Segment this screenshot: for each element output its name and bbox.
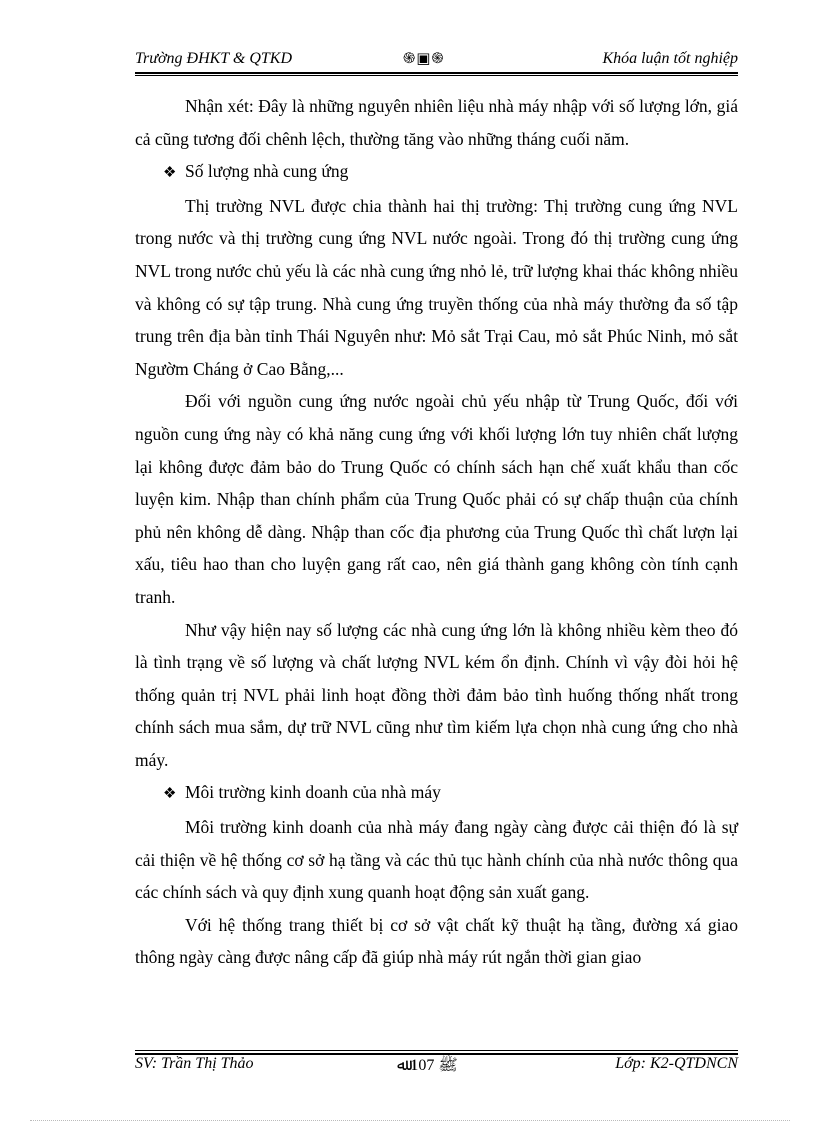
bullet-heading-environment [135,776,738,811]
header-school: Trường ĐHKT & QTKD [135,50,293,67]
paragraph-market: Thị trường NVL được chia thành hai thị trường: Thị trường cung ứng NVL trong nước và thị trường cung ứng NVL nước ngoài. Trong đó thị trường cung ứng NVL trong nước chủ yếu là các nhà cung ứng nhỏ lẻ, trữ lượng khai thác không nhiều và không có sự tập trung. Nhà cung ứng truyền thống của nhà máy thường đa số tập trung trên địa bàn tỉnh Thái Nguyên như: Mỏ sắt Trại Cau, mỏ sắt Phúc Ninh, mỏ sắt Ngườm Cháng ở Cao Bằng,... [135,195,738,379]
bullet-heading-text: Môi trường kinh doanh của nhà máy [185,782,441,803]
diamond-bullet-icon: ❖ [163,786,177,803]
page-header [135,48,738,70]
header-thesis-title: Khóa luận tốt nghiệp [602,50,738,67]
page-number: 107 [410,1057,435,1074]
bullet-heading-suppliers [135,155,738,190]
paragraph-conclusion: Như vậy hiện nay số lượng các nhà cung ứng lớn là không nhiều kèm theo đó là tình trạng về số lượng và chất lượng NVL kém ổn định. Chính vì vậy đòi hỏi hệ thống quản trị NVL phải linh hoạt đồng thời đảm bảo tình huống thống nhất trong chính sách mua sắm, dự trữ NVL cũng như tìm kiếm lựa chọn nhà cung ứng cho nhà máy. [135,619,738,770]
header-rule-thin [135,75,738,76]
ornament-right-icon: ﷲ [397,1057,407,1074]
document-body [135,90,738,974]
paragraph-foreign-supply: Đối với nguồn cung ứng nước ngoài chủ yếu nhập từ Trung Quốc, đối với nguồn cung ứng này có khả năng cung ứng với khối lượng lớn tuy nhiên chất lượng lại không được đảm bảo do Trung Quốc có chính sách hạn chế xuất khẩu than cốc luyện kim. Nhập than chính phẩm của Trung Quốc phải có sự chấp thuận của chính phủ nên không dễ dàng. Nhập than cốc địa phương của Trung Quốc thì chất lượn lại xấu, tiêu hao than cho luyện gang rất cao, nên giá thành gang không còn tính cạnh tranh. [135,391,738,607]
paragraph-infrastructure: Với hệ thống trang thiết bị cơ sở vật chất kỹ thuật hạ tầng, đường xá giao thông ngày càng được nâng cấp đã giúp nhà máy rút ngắn thời gian giao [135,914,738,968]
page-footer [135,1055,738,1077]
footer-student: SV: Trần Thị Thảo [135,1055,254,1072]
footer-class: Lớp: K2-QTDNCN [615,1055,738,1072]
page-number-group [397,1055,458,1078]
page-edge-dotted-line [30,1120,790,1121]
diamond-bullet-icon: ❖ [163,165,177,182]
paragraph-remark: Nhận xét: Đây là những nguyên nhiên liệu nhà máy nhập với số lượng lớn, giá cả cũng tương đối chênh lệch, thường tăng vào những tháng cuối năm. [135,96,738,149]
footer-rule-thin [135,1050,738,1051]
ornament-left-icon: ﷺ [438,1057,458,1074]
paragraph-business-env: Môi trường kinh doanh của nhà máy đang ngày càng được cải thiện đó là sự cải thiện về hệ thống cơ sở hạ tầng và các thủ tục hành chính của nhà nước thông qua các chính sách và quy định xung quanh hoạt động sản xuất gang. [135,817,738,903]
header-ornament-icon: ֍▣֍ [403,51,445,67]
bullet-heading-text: Số lượng nhà cung ứng [185,161,349,182]
header-rule [135,72,738,74]
